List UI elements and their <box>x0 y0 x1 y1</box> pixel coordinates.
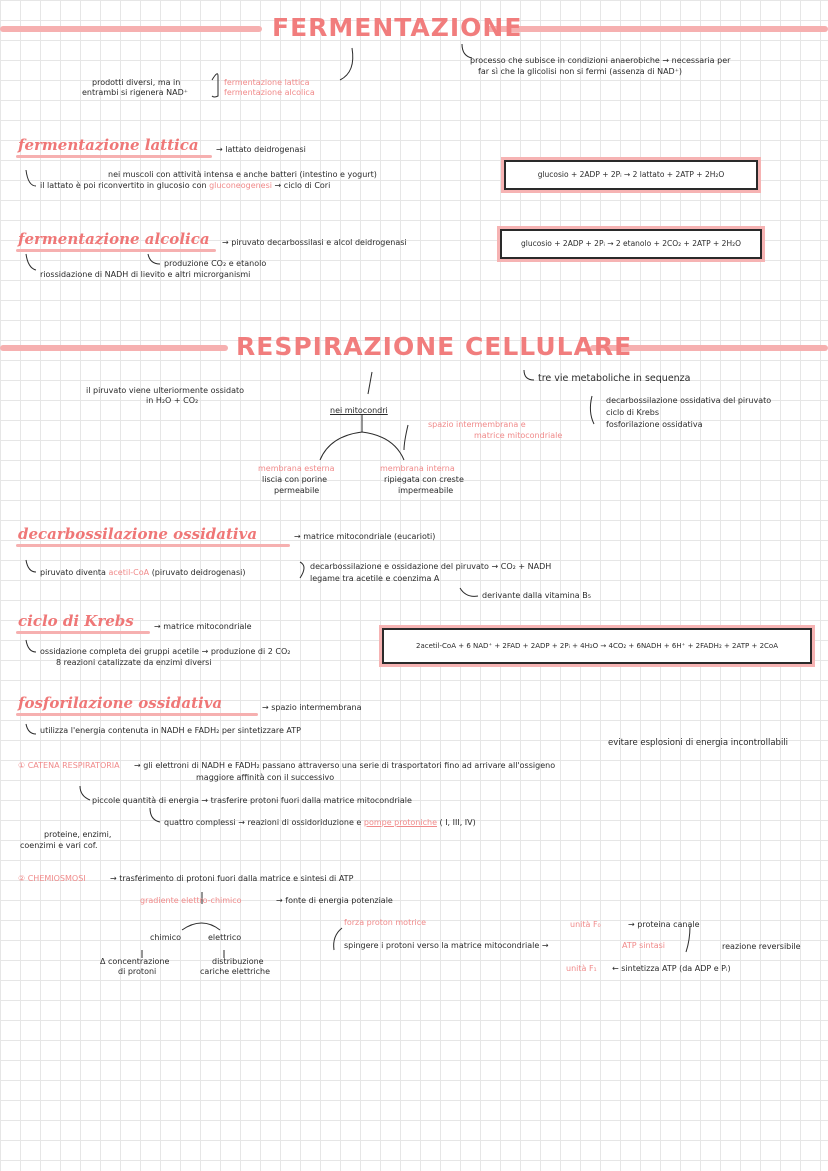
fosf-right-note: evitare esplosioni di energia incontrollabili <box>608 738 789 748</box>
title-bar-right <box>486 26 828 32</box>
title-bar-left <box>0 26 262 32</box>
proteine-line-2: coenzimi e vari cof. <box>20 841 98 850</box>
ferm-left-2: entrambi si rigenera NAD⁺ <box>82 88 188 97</box>
gradiente-label: gradiente elettro-chimico <box>140 896 242 905</box>
proteine-line-1: proteine, enzimi, <box>44 830 112 839</box>
alcolica-equation-box: glucosio + 2ADP + 2Pᵢ → 2 etanolo + 2CO₂ + 2ATP + 2H₂O <box>500 229 762 259</box>
fosf-line-1: utilizza l'energia contenuta in NADH e FADH₂ per sintetizzare ATP <box>40 726 301 735</box>
resp-sequence: tre vie metaboliche in sequenza <box>538 373 691 384</box>
decarb-note: → matrice mitocondriale (eucarioti) <box>294 532 436 541</box>
ciclo-cori-label: → ciclo di Cori <box>274 181 331 190</box>
spingere-label: spingere i protoni verso la matrice mitocondriale → <box>344 941 549 950</box>
ferm-desc-2: far sì che la glicolisi non si fermi (assenza di NAD⁺) <box>478 67 683 76</box>
resp-left-2: in H₂O + CO₂ <box>146 396 199 405</box>
catena-line-4 <box>164 818 476 828</box>
catena-line-2: maggiore affinità con il successivo <box>196 773 335 782</box>
decarb-line-1c: (piruvato deidrogenasi) <box>151 568 246 577</box>
fermentazione-title: FERMENTAZIONE <box>272 13 523 42</box>
krebs-note: → matrice mitocondriale <box>154 622 252 631</box>
krebs-underline <box>16 631 150 634</box>
seq-item-1: decarbossilazione ossidativa del piruvato <box>606 396 772 405</box>
decarb-right-3: derivante dalla vitamina B₅ <box>482 591 591 600</box>
decarb-line-1 <box>40 568 245 578</box>
concentrazione-2: di protoni <box>118 967 157 976</box>
lattica-line-2 <box>40 181 330 191</box>
membrana-interna-desc-2: impermeabile <box>398 486 454 495</box>
atp-sintasi-label: ATP sintasi <box>622 941 665 950</box>
catena-label: ① CATENA RESPIRATORIA <box>18 761 120 770</box>
fosf-heading: fosforilazione ossidativa <box>18 694 223 712</box>
membrana-interna-desc-1: ripiegata con creste <box>384 475 464 484</box>
membrana-esterna-desc-1: liscia con porine <box>262 475 328 484</box>
f1-desc: ← sintetizza ATP (da ADP e Pᵢ) <box>612 964 731 973</box>
catena-line-4a: quattro complessi → reazioni di ossidoriduzione e <box>164 818 362 827</box>
lattica-underline <box>16 155 212 158</box>
unita-f1-label: unità F₁ <box>566 964 597 973</box>
resp-left-1: il piruvato viene ulteriormente ossidato <box>86 386 245 395</box>
ferm-type-alcolica: fermentazione alcolica <box>224 88 315 97</box>
chemiosmosi-line-1: → trasferimento di protoni fuori dalla matrice e sintesi di ATP <box>110 874 354 883</box>
decarb-right-1: decarbossilazione e ossidazione del piruvato → CO₂ + NADH <box>310 562 552 571</box>
decarb-underline <box>16 544 290 547</box>
elettrico-label: elettrico <box>208 933 242 942</box>
ferm-left-1: prodotti diversi, ma in <box>92 78 181 87</box>
reazione-reversibile: reazione reversibile <box>722 942 801 951</box>
lattica-line-2a: il lattato è poi riconvertito in glucosio con <box>40 181 207 190</box>
chemiosmosi-label: ② CHEMIOSMOSI <box>18 874 86 883</box>
ferm-desc-1: processo che subisce in condizioni anaerobiche → necessaria per <box>470 56 731 65</box>
concentrazione-1: Δ concentrazione <box>100 957 170 966</box>
distribuzione-1: distribuzione <box>212 957 264 966</box>
catena-line-4c: ( I, III, IV) <box>439 818 476 827</box>
fosf-note: → spazio intermembrana <box>262 703 362 712</box>
alcolica-line-1: produzione CO₂ e etanolo <box>164 259 267 268</box>
decarb-right-2: legame tra acetile e coenzima A <box>310 574 440 583</box>
alcolica-line-2: riossidazione di NADH di lievito e altri microrganismi <box>40 270 251 279</box>
acetil-coa-label: acetil-CoA <box>108 568 150 577</box>
catena-line-3: piccole quantità di energia → trasferire protoni fuori dalla matrice mitocondriale <box>92 796 412 805</box>
krebs-heading: ciclo di Krebs <box>18 612 134 630</box>
unita-fo-label: unità F₀ <box>570 920 601 929</box>
alcolica-underline <box>16 249 216 252</box>
catena-line-1: → gli elettroni di NADH e FADH₂ passano attraverso una serie di trasportatori fino ad arrivare all'ossigeno <box>134 761 556 770</box>
seq-item-3: fosforilazione ossidativa <box>606 420 703 429</box>
krebs-equation-box: 2acetil-CoA + 6 NAD⁺ + 2FAD + 2ADP + 2Pᵢ + 4H₂O → 4CO₂ + 6NADH + 6H⁺ + 2FADH₂ + 2ATP + 2CoA <box>382 628 812 664</box>
pompe-protoniche-label: pompe protoniche <box>363 818 437 827</box>
membrana-esterna-desc-2: permeabile <box>274 486 320 495</box>
decarb-line-1a: piruvato diventa <box>40 568 106 577</box>
forza-proton-motrice: forza proton motrice <box>344 918 427 927</box>
krebs-line-2: 8 reazioni catalizzate da enzimi diversi <box>56 658 212 667</box>
spazio-line-1: spazio intermembrana e <box>428 420 526 429</box>
fonte-label: → fonte di energia potenziale <box>276 896 393 905</box>
alcolica-note: → piruvato decarbossilasi e alcol deidrogenasi <box>222 238 407 247</box>
gluconeogenesi-label: gluconeogenesi <box>209 181 272 190</box>
seq-item-2: ciclo di Krebs <box>606 408 660 417</box>
fosf-underline <box>16 713 258 716</box>
ferm-type-lattica: fermentazione lattica <box>224 78 310 87</box>
fo-desc: → proteina canale <box>628 920 700 929</box>
lattica-equation-box: glucosio + 2ADP + 2Pᵢ → 2 lattato + 2ATP + 2H₂O <box>504 160 758 190</box>
membrana-interna: membrana interna <box>380 464 455 473</box>
membrana-esterna: membrana esterna <box>258 464 335 473</box>
chimico-label: chimico <box>150 933 181 942</box>
lattica-line-1: nei muscoli con attività intensa e anche batteri (intestino e yogurt) <box>108 170 377 179</box>
distribuzione-2: cariche elettriche <box>200 967 270 976</box>
spazio-line-2: matrice mitocondriale <box>474 431 563 440</box>
lattica-note: → lattato deidrogenasi <box>216 145 306 154</box>
resp-bar-left <box>0 345 228 351</box>
respirazione-title: RESPIRAZIONE CELLULARE <box>236 332 633 361</box>
lattica-heading: fermentazione lattica <box>18 136 199 154</box>
resp-center: nei mitocondri <box>330 406 388 415</box>
alcolica-heading: fermentazione alcolica <box>18 230 210 248</box>
decarb-heading: decarbossilazione ossidativa <box>18 525 258 543</box>
krebs-line-1: ossidazione completa dei gruppi acetile → produzione di 2 CO₂ <box>40 647 291 656</box>
